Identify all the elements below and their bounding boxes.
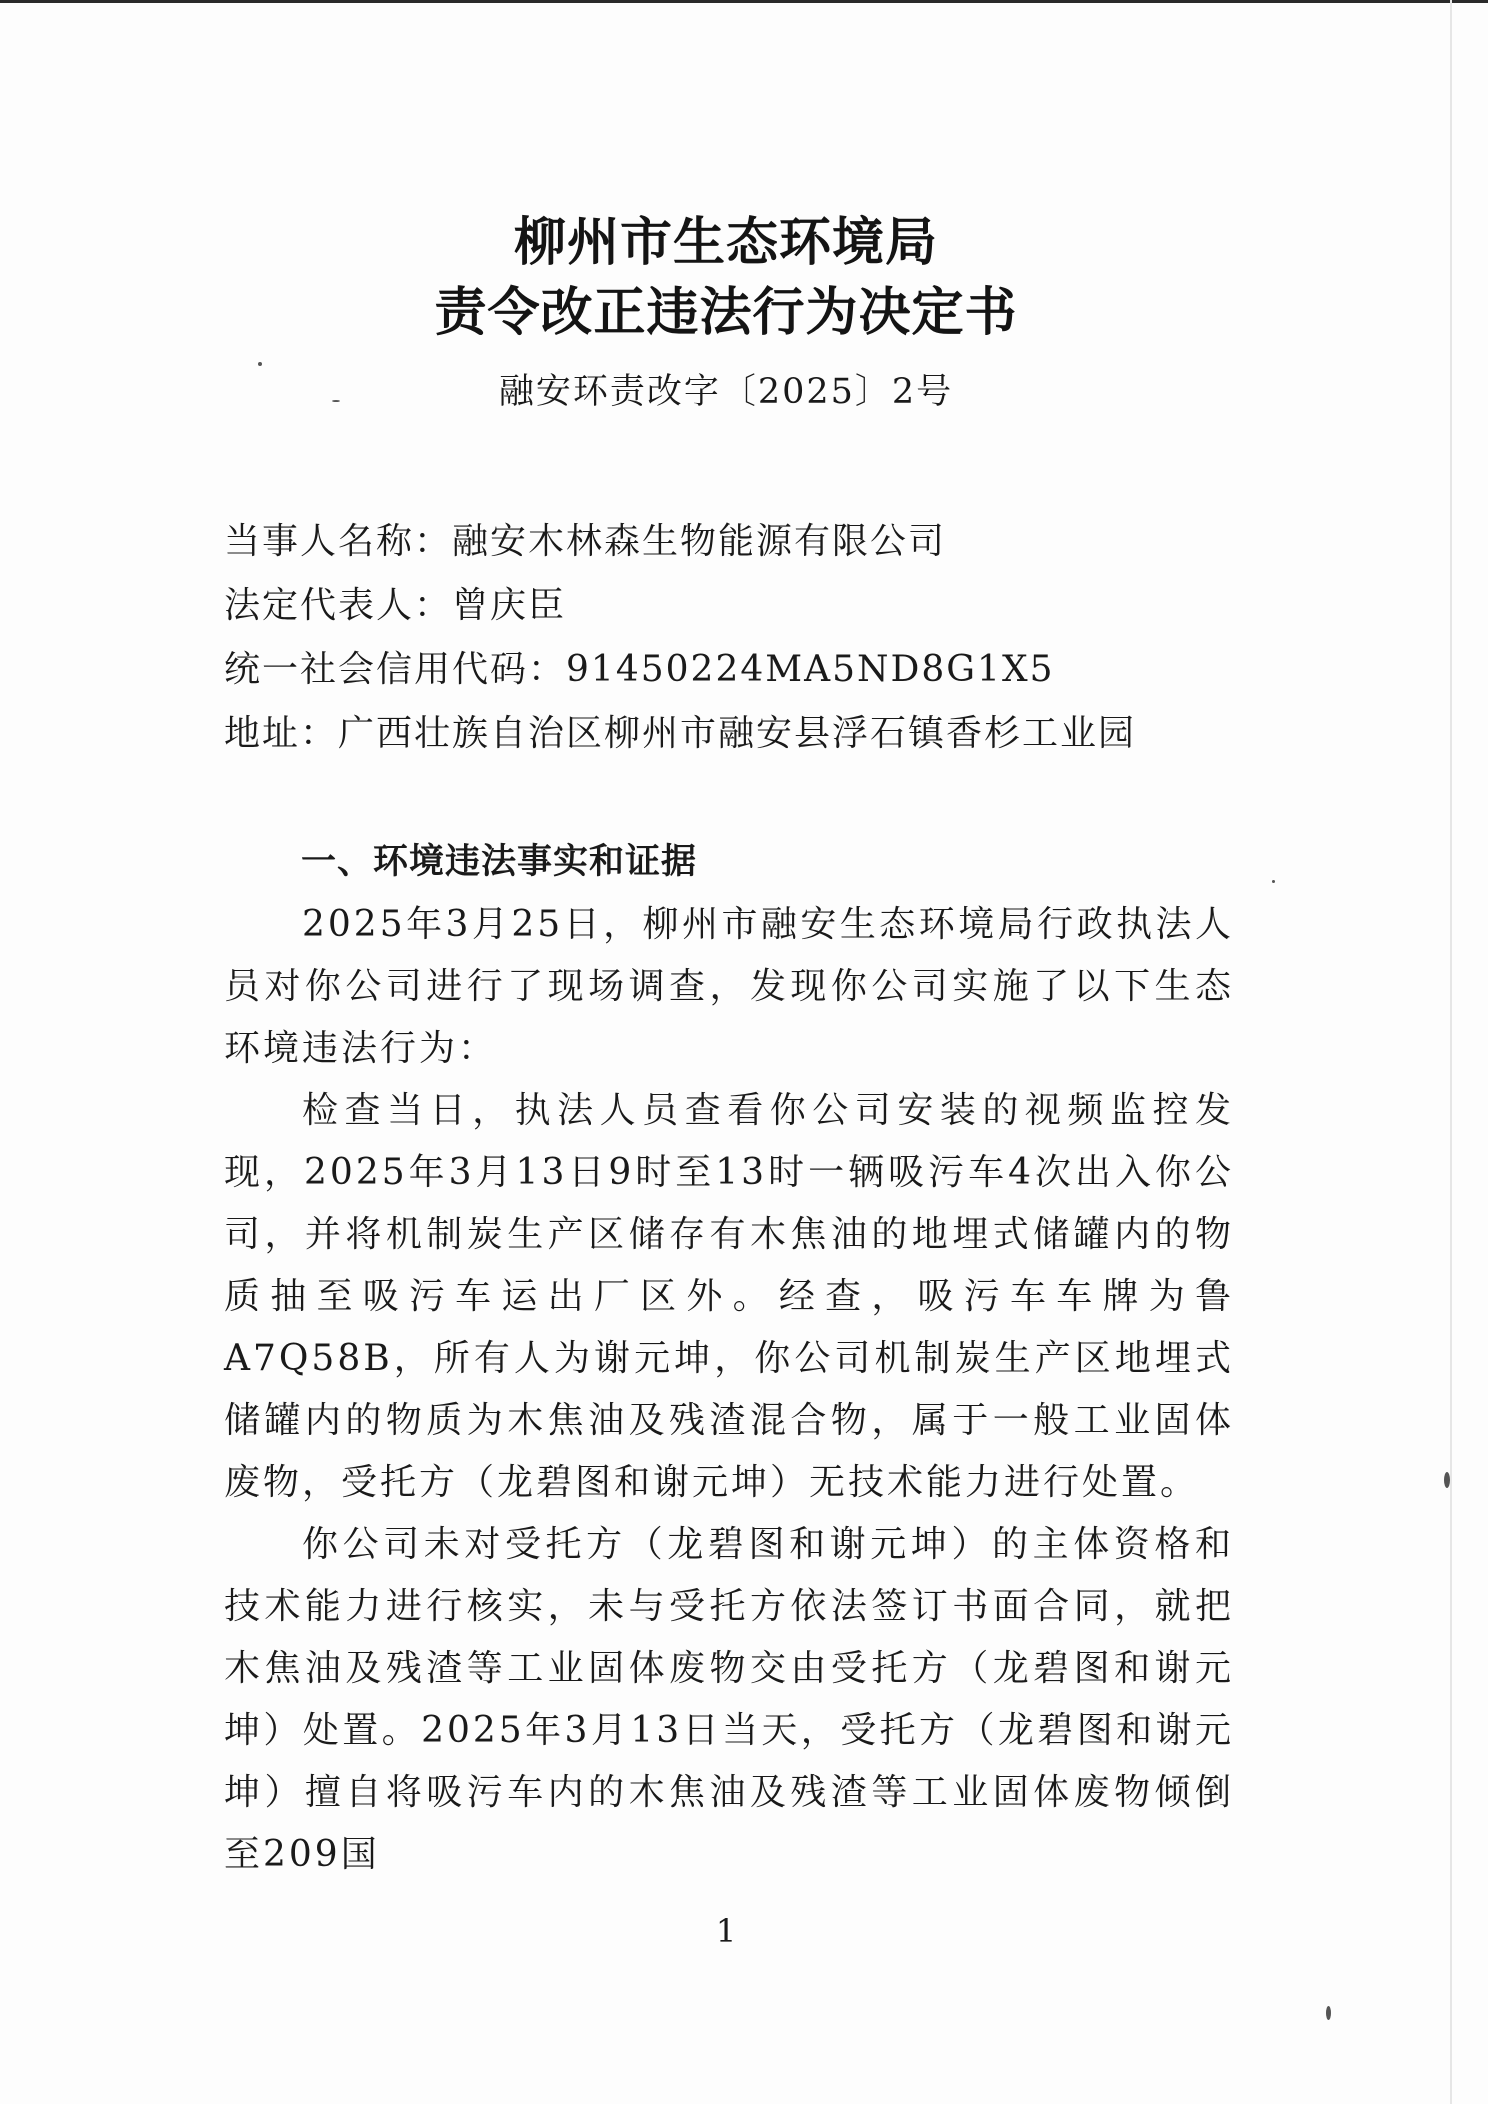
address-line xyxy=(224,702,1244,766)
document-number: 融安环责改字〔2025〕2号 xyxy=(498,372,954,412)
scan-edge-top xyxy=(0,0,1488,3)
address-label: 地址： xyxy=(224,713,339,754)
body-text xyxy=(224,894,1234,1886)
scan-speck xyxy=(332,400,340,402)
party-name-value: 融安木林森生物能源有限公司 xyxy=(452,521,947,562)
section-heading-facts: 一、环境违法事实和证据 xyxy=(301,842,698,882)
credit-code-line xyxy=(224,638,1244,702)
credit-code-label: 统一社会信用代码： xyxy=(224,649,567,690)
paragraph: 检查当日，执法人员查看你公司安装的视频监控发现，2025年3月13日9时至13时一辆吸污车4次出入你公司，并将机制炭生产区储存有木焦油的地埋式储罐内的物质抽至吸污车运出厂区外。经查，吸污车车牌为鲁A7Q58B，所有人为谢元坤，你公司机制炭生产区地埋式储罐内的物质为木焦油及残渣混合物，属于一般工业固体废物，受托方（龙碧图和谢元坤）无技术能力进行处置。 xyxy=(224,1090,1234,1503)
scan-speck xyxy=(1272,880,1275,883)
scan-speck xyxy=(1444,1472,1450,1488)
title-document-type: 责令改正违法行为决定书 xyxy=(434,283,1018,343)
legal-representative-line xyxy=(224,574,1244,638)
party-info xyxy=(224,510,1244,766)
legal-representative-value: 曾庆臣 xyxy=(452,585,567,626)
page-number: 1 xyxy=(715,1912,737,1950)
party-name-line xyxy=(224,510,1244,574)
paragraph: 2025年3月25日，柳州市融安生态环境局行政执法人员对你公司进行了现场调查，发现你公司实施了以下生态环境违法行为： xyxy=(224,904,1234,1069)
party-name-label: 当事人名称： xyxy=(224,521,453,562)
scan-speck xyxy=(258,362,262,366)
legal-representative-label: 法定代表人： xyxy=(224,585,453,626)
credit-code-value: 91450224MA5ND8G1X5 xyxy=(566,649,1055,690)
paragraph: 你公司未对受托方（龙碧图和谢元坤）的主体资格和技术能力进行核实，未与受托方依法签订书面合同，就把木焦油及残渣等工业固体废物交由受托方（龙碧图和谢元坤）处置。2025年3月13日当天，受托方（龙碧图和谢元坤）擅自将吸污车内的木焦油及残渣等工业固体废物倾倒至209国 xyxy=(224,1524,1234,1875)
scan-speck xyxy=(1326,2006,1331,2020)
title-issuer: 柳州市生态环境局 xyxy=(513,213,938,273)
address-value: 广西壮族自治区柳州市融安县浮石镇香杉工业园 xyxy=(338,713,1137,754)
